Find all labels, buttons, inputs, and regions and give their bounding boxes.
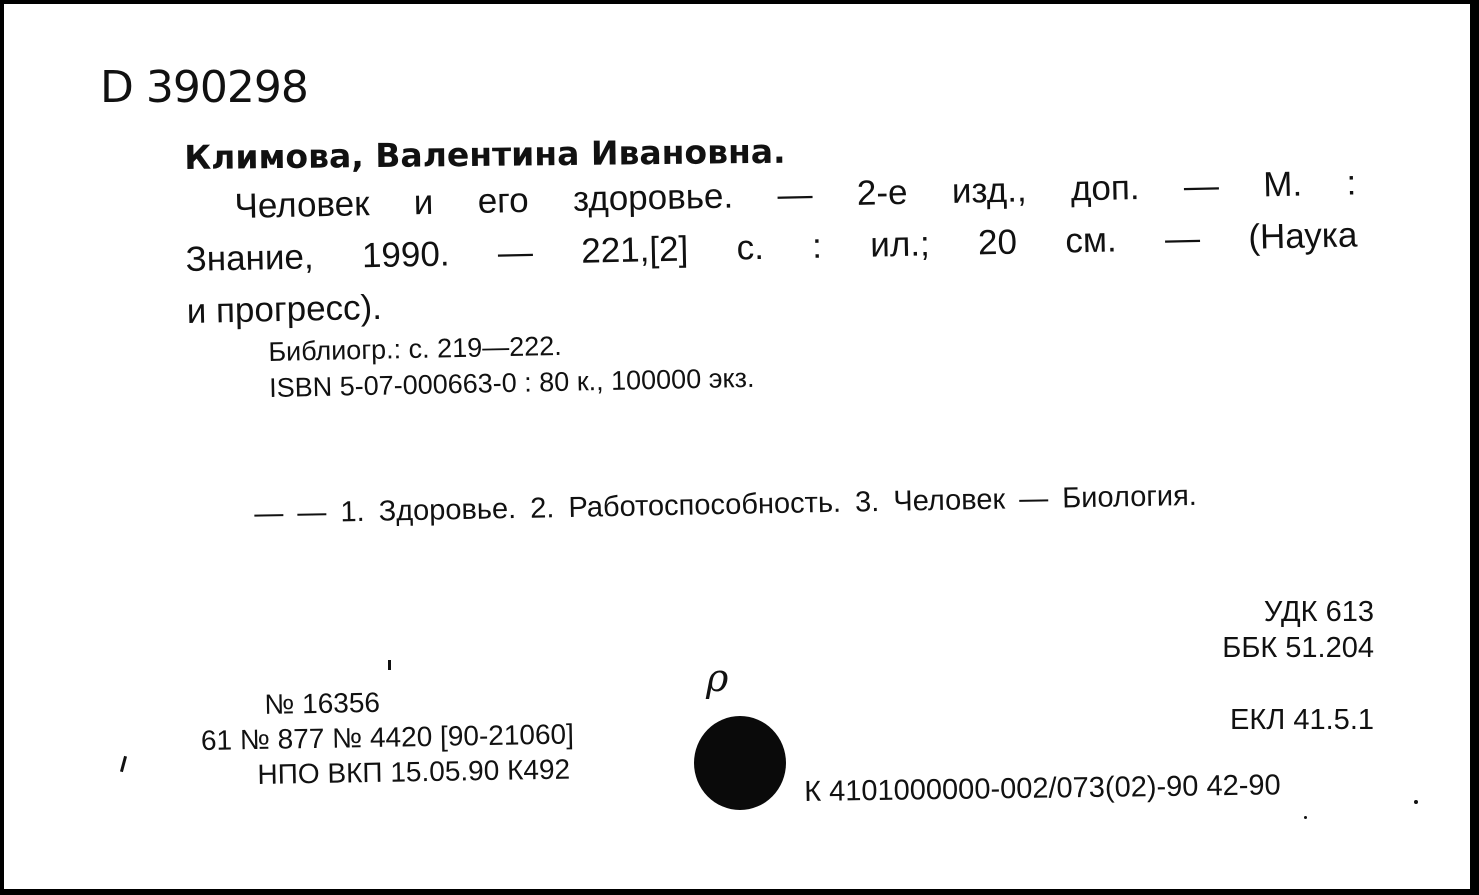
catalog-number: D 390298 (100, 62, 308, 113)
isbn-note: ISBN 5-07-000663-0 : 80 к., 100000 экз. (268, 362, 755, 403)
description-line: и прогресс). (186, 287, 383, 331)
bibliographic-notes (268, 324, 755, 406)
description-line: Человек и его здоровье. — 2-е изд., доп. — М. : (234, 163, 1357, 226)
catalog-card (4, 4, 1470, 889)
order-info (200, 681, 575, 792)
bibliographic-description (184, 157, 1359, 338)
publisher-imprint: НПО ВКП 15.05.90 К492 (257, 753, 571, 791)
ink-speck (1414, 800, 1418, 804)
author-heading: Климова, Валентина Ивановна. (184, 131, 786, 177)
bibliography-note: Библиогр.: с. 219—222. (268, 330, 563, 367)
print-order: 61 № 877 № 4420 [90-21060] (200, 718, 575, 756)
udc-code: УДК 613 (1263, 596, 1374, 628)
punch-hole (694, 716, 786, 810)
subject-headings: — — 1. Здоровье. 2. Работоспособность. 3. Человек — Биология. (254, 479, 1198, 530)
ink-speck (1304, 816, 1307, 819)
publisher-code: К 4101000000-002/073(02)-90 42-90 (804, 769, 1281, 808)
handwritten-mark: ρ (706, 656, 729, 700)
classification-codes (1222, 594, 1374, 666)
ink-speck (388, 660, 391, 670)
ekl-code: ЕКЛ 41.5.1 (1230, 704, 1374, 736)
bbk-code: ББК 51.204 (1222, 632, 1374, 664)
order-number: № 16356 (264, 686, 381, 720)
ink-speck (120, 756, 127, 772)
description-line: Знание, 1990. — 221,[2] с. : ил.; 20 см. — (Наука (185, 215, 1358, 279)
